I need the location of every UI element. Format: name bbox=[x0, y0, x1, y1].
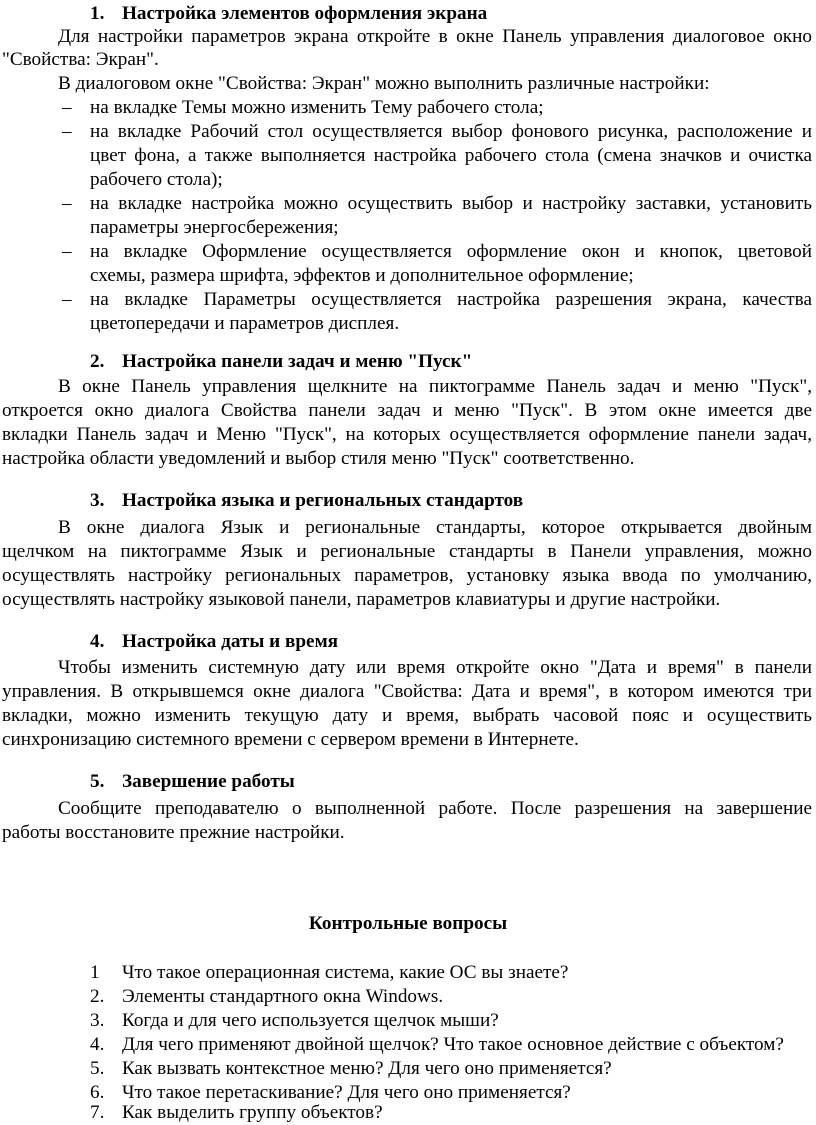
bullet-text: на вкладке настройка можно осуществить выбор и настройку заставки, установить bbox=[90, 193, 812, 214]
section-2-line: вкладки Панель задач и Меню "Пуск", на которых осуществляется оформление панели задач, bbox=[2, 424, 812, 445]
section-1-line: В диалоговом окне "Свойства: Экран" можно выполнить различные настройки: bbox=[58, 73, 710, 94]
section-1-line: "Свойства: Экран". bbox=[2, 49, 159, 70]
question-text: Как выделить группу объектов? bbox=[122, 1102, 383, 1123]
section-1-title: Настройка элементов оформления экрана bbox=[122, 3, 488, 24]
bullet-text: на вкладке Рабочий стол осуществляется выбор фонового рисунка, расположение и bbox=[90, 121, 812, 142]
section-5-line: работы восстановите прежние настройки. bbox=[2, 822, 345, 843]
section-5-line: Сообщите преподавателю о выполненной работе. После разрешения на завершение bbox=[58, 798, 812, 819]
bullet-text: цветопередачи и параметров дисплея. bbox=[90, 313, 400, 334]
section-3-line: В окне диалога Язык и региональные стандарты, которое открывается двойным bbox=[58, 517, 812, 538]
question-number: 6. bbox=[90, 1082, 105, 1103]
bullet-text: цвет фона, а также выполняется настройка рабочего стола (смена значков и очистка bbox=[90, 145, 812, 166]
section-4-title: Настройка даты и время bbox=[122, 631, 339, 652]
bullet-marker: – bbox=[62, 193, 72, 214]
bullet-text: параметры энергосбережения; bbox=[90, 217, 339, 238]
section-2-line: В окне Панель управления щелкните на пиктограмме Панель задач и меню "Пуск", bbox=[58, 376, 812, 397]
question-number: 7. bbox=[90, 1102, 105, 1123]
question-text: Что такое перетаскивание? Для чего оно применяется? bbox=[122, 1082, 571, 1103]
question-number: 5. bbox=[90, 1058, 105, 1079]
question-text: Элементы стандартного окна Windows. bbox=[122, 986, 444, 1007]
section-2-number: 2. bbox=[90, 351, 105, 372]
section-1-number: 1. bbox=[90, 3, 105, 24]
section-4-line: Чтобы изменить системную дату или время откройте окно "Дата и время" в панели bbox=[58, 657, 812, 678]
section-2-title: Настройка панели задач и меню "Пуск" bbox=[122, 351, 473, 372]
question-text: Что такое операционная система, какие ОС вы знаете? bbox=[122, 962, 569, 983]
question-number: 3. bbox=[90, 1010, 105, 1031]
section-4-line: синхронизацию системного времени с сервером времени в Интернете. bbox=[2, 729, 579, 750]
bullet-marker: – bbox=[62, 289, 72, 310]
section-4-line: вкладки, можно изменить текущую дату и время, выбрать часовой пояс и осуществить bbox=[2, 705, 812, 726]
section-4-number: 4. bbox=[90, 631, 105, 652]
bullet-marker: – bbox=[62, 121, 72, 142]
question-number: 1 bbox=[90, 962, 100, 983]
section-2-line: откроется окно диалога Свойства панели задач и меню "Пуск". В этом окне имеется две bbox=[2, 400, 812, 421]
bullet-marker: – bbox=[62, 97, 72, 118]
section-4-line: управления. В открывшемся окне диалога "Свойства: Дата и время", в котором имеются три bbox=[2, 681, 812, 702]
section-3-line: осуществлять настройку региональных параметров, установку языка ввода по умолчанию, bbox=[2, 565, 812, 586]
bullet-text: схемы, размера шрифта, эффектов и дополнительное оформление; bbox=[90, 265, 634, 286]
bullet-text: рабочего стола); bbox=[90, 169, 223, 190]
bullet-text: на вкладке Оформление осуществляется оформление окон и кнопок, цветовой bbox=[90, 241, 812, 262]
question-number: 2. bbox=[90, 986, 105, 1007]
question-number: 4. bbox=[90, 1034, 105, 1055]
question-text: Для чего применяют двойной щелчок? Что такое основное действие с объектом? bbox=[122, 1034, 784, 1055]
section-3-number: 3. bbox=[90, 490, 105, 511]
section-3-title: Настройка языка и региональных стандартов bbox=[122, 490, 524, 511]
question-text: Как вызвать контекстное меню? Для чего оно применяется? bbox=[122, 1058, 612, 1079]
questions-title: Контрольные вопросы bbox=[308, 913, 508, 934]
section-5-title: Завершение работы bbox=[122, 771, 295, 792]
section-1-line: Для настройки параметров экрана откройте в окне Панель управления диалоговое окно bbox=[58, 26, 812, 47]
bullet-text: на вкладке Параметры осуществляется настройка разрешения экрана, качества bbox=[90, 289, 812, 310]
section-5-number: 5. bbox=[90, 771, 105, 792]
section-2-line: настройка области уведомлений и выбор стиля меню "Пуск" соответственно. bbox=[2, 448, 635, 469]
question-text: Когда и для чего используется щелчок мыши? bbox=[122, 1010, 499, 1031]
section-3-line: щелчком на пиктограмме Язык и региональные стандарты в Панели управления, можно bbox=[2, 541, 812, 562]
bullet-text: на вкладке Темы можно изменить Тему рабочего стола; bbox=[90, 97, 544, 118]
section-3-line: осуществлять настройку языковой панели, параметров клавиатуры и другие настройки. bbox=[2, 589, 721, 610]
bullet-marker: – bbox=[62, 241, 72, 262]
